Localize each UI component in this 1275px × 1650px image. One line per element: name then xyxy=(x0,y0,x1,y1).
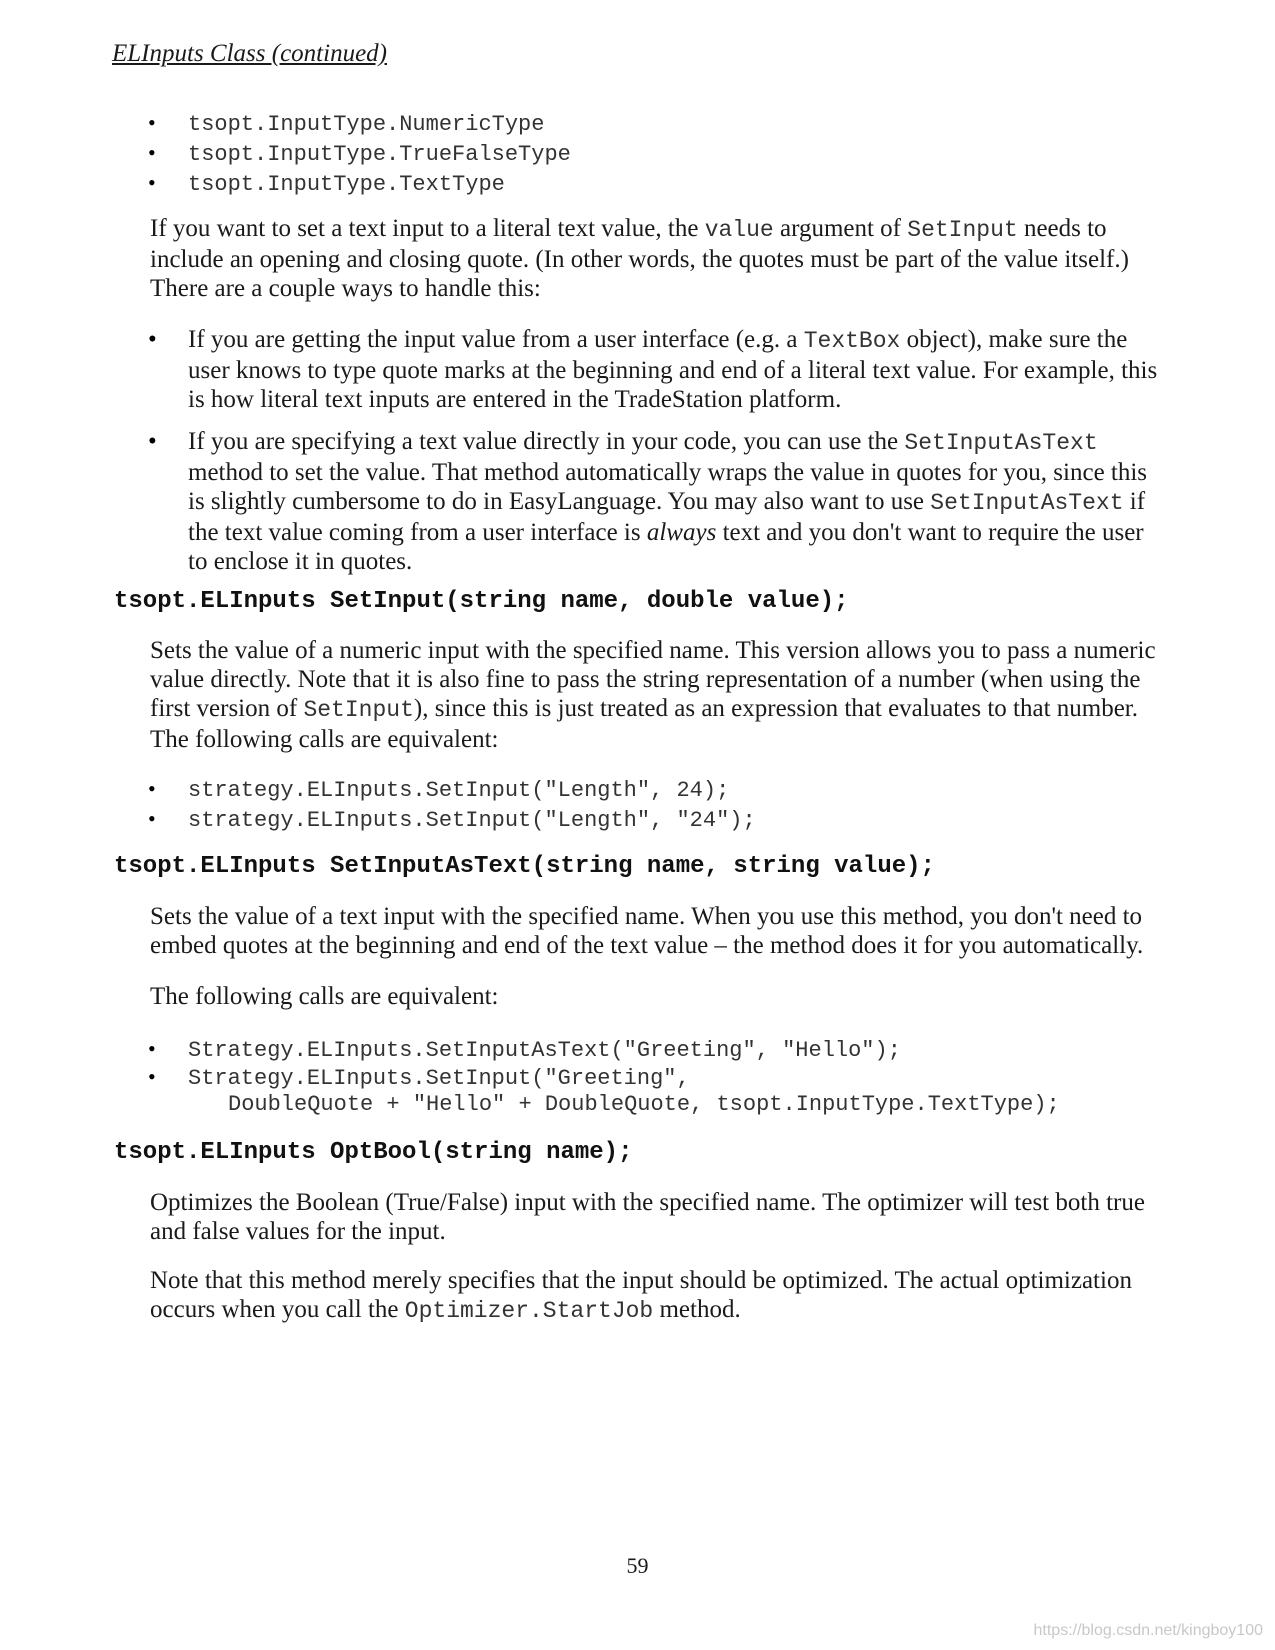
list-item: • If you are specifying a text value directly in your code, you can use the SetInputAsText method to set the value. That method automatically wraps the value in quotes for you, since this is slightly cumbersome to do in EasyLanguage. You may also want to use SetInputAsText if the text value coming from a user interface is always text and you don't want to require the user to enclose it in quotes. xyxy=(148,428,1148,575)
page-number: 59 xyxy=(626,1553,649,1578)
method-description: Optimizes the Boolean (True/False) input with the specified name. The optimizer will test both true and false values for the input. xyxy=(150,1189,1145,1245)
bullet-icon: • xyxy=(148,1036,156,1061)
literal-text-paragraph: If you want to set a text input to a literal text value, the value argument of SetInput needs to include an opening and closing quote. (In other words, the quotes must be part of the value itself.) There are a couple ways to handle this: xyxy=(150,215,1129,302)
method-description: Sets the value of a text input with the specified name. When you use this method, you don't need to embed quotes at the beginning and end of the text value – the method does it for you automatically. xyxy=(150,903,1144,959)
handling-ways-list xyxy=(148,325,1168,576)
bullet-icon: • xyxy=(148,1064,156,1089)
list-item: • tsopt.InputType.TextType xyxy=(148,170,505,197)
bullet-icon: • xyxy=(148,140,156,165)
list-item: • Strategy.ELInputs.SetInput("Greeting", DoubleQuote + "Hello" + DoubleQuote, tsopt.InputType.TextType); xyxy=(148,1064,1060,1117)
method-signature: tsopt.ELInputs SetInputAsText(string name, string value); xyxy=(114,853,935,880)
bullet-icon: • xyxy=(148,428,157,455)
bullet-icon: • xyxy=(148,170,156,195)
list-item: • Strategy.ELInputs.SetInputAsText("Greeting", "Hello"); xyxy=(148,1036,901,1063)
method-description: Note that this method merely specifies that the input should be optimized. The actual optimization occurs when you call the Optimizer.StartJob method. xyxy=(150,1267,1132,1324)
bullet-icon: • xyxy=(148,110,156,135)
list-item: • If you are getting the input value from a user interface (e.g. a TextBox object), make sure the user knows to type quote marks at the beginning and end of a literal text value. For example, this is how literal text inputs are entered in the TradeStation platform. xyxy=(148,326,1158,413)
method-description: The following calls are equivalent: xyxy=(150,983,499,1010)
watermark: https://blog.csdn.net/kingboy100 xyxy=(1033,1622,1263,1639)
page-header: ELInputs Class (continued) xyxy=(112,40,387,67)
example-list xyxy=(148,774,756,834)
bullet-icon: • xyxy=(148,326,157,353)
list-item: • tsopt.InputType.NumericType xyxy=(148,110,545,137)
list-item: • strategy.ELInputs.SetInput("Length", "24"); xyxy=(148,806,756,833)
bullet-icon: • xyxy=(148,776,156,801)
input-type-list xyxy=(148,108,571,198)
method-description: Sets the value of a numeric input with the specified name. This version allows you to pass a numeric value directly. Note that it is also fine to pass the string representation of a number (when using the first version of SetInput), since this is just treated as an expression that evaluates to that number. The following calls are equivalent: xyxy=(150,637,1156,753)
method-signature: tsopt.ELInputs SetInput(string name, double value); xyxy=(114,588,849,615)
example-list xyxy=(148,1034,1060,1118)
list-item: • tsopt.InputType.TrueFalseType xyxy=(148,140,571,167)
bullet-icon: • xyxy=(148,806,156,831)
list-item: • strategy.ELInputs.SetInput("Length", 24); xyxy=(148,776,730,803)
method-signature: tsopt.ELInputs OptBool(string name); xyxy=(114,1139,633,1166)
